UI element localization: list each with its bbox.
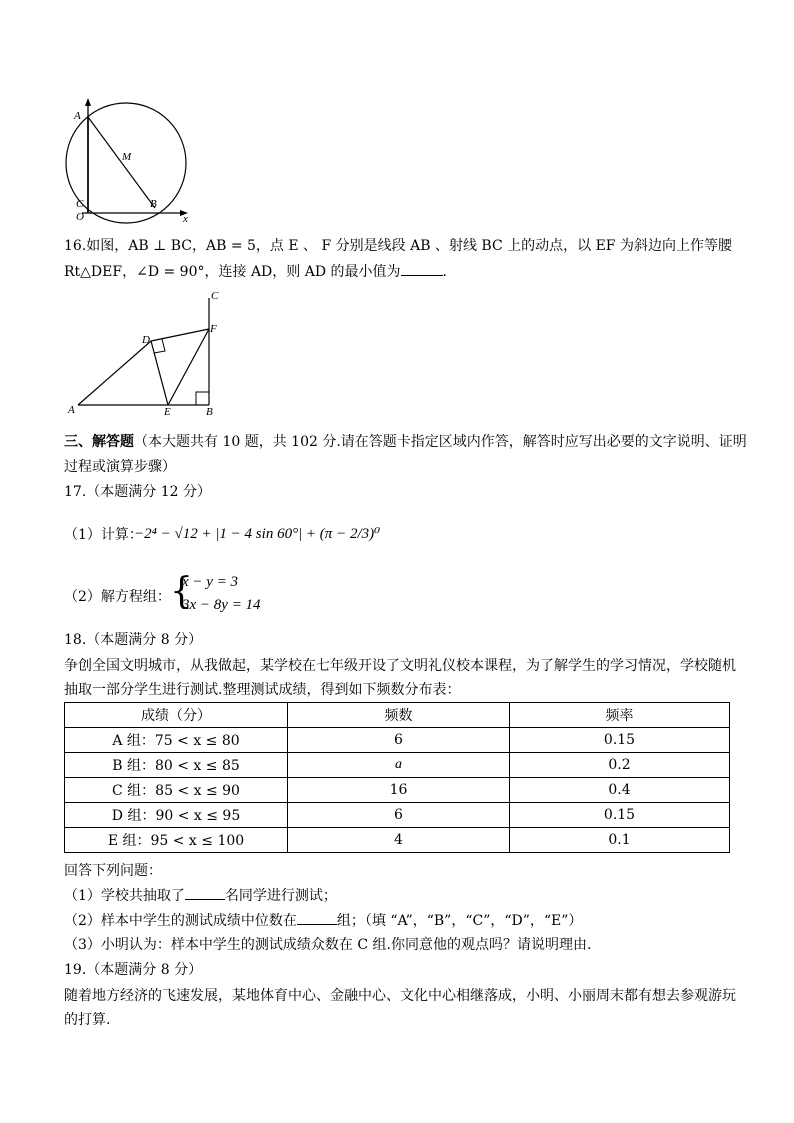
q17-part1-label: （1）计算： [64,527,143,543]
q17-eq1: x − y = 3 [182,574,239,590]
q18-sub2-blank [297,910,337,925]
table-row [65,778,730,803]
label-D: D [142,334,150,346]
label-B: B [150,198,157,210]
label-A: A [74,110,81,122]
table-row [65,828,730,853]
label-A2: A [68,404,75,416]
table-cell: 0.2 [510,753,730,778]
triangle-figure [64,288,224,418]
q18-sub2-end: 组；（填 “A”，“B”，“C”，“D”，“E”） [336,913,583,929]
section3-desc-1: （本大题共有 10 题，共 102 分.请在答题卡指定区域内作答，解答时应写出必要的文字说明、证明 [134,434,747,450]
section3-heading [64,432,747,452]
frequency-table [64,702,730,853]
q19-line2: 的打算. [64,1012,111,1028]
q16-line2 [64,261,447,282]
system-brace: { [170,571,193,612]
table-header: 成绩（分） [65,703,288,728]
label-C: C [76,198,84,210]
label-M: M [122,151,132,163]
table-header: 频数 [288,703,510,728]
q18-sub2 [64,910,582,931]
q18-answer-intro: 回答下列问题： [64,863,162,879]
table-row [65,728,730,753]
table-cell: 0.15 [510,728,730,753]
table-cell: 0.4 [510,778,730,803]
table-cell: A 组：75 < x ≤ 80 [65,728,288,753]
label-E: E [164,406,171,418]
label-C2: C [211,290,219,302]
table-row [65,803,730,828]
q18-header: 18.（本题满分 8 分） [64,632,203,648]
table-cell: B 组：80 < x ≤ 85 [65,753,288,778]
q16-line2-text: Rt△DEF，∠D = 90°，连接 AD，则 AD 的最小值为 [64,264,401,280]
table-cell: 0.1 [510,828,730,853]
label-x: x [183,213,188,224]
label-F: F [210,323,217,335]
table-row [65,753,730,778]
q18-sub1 [64,885,337,906]
table-header: 频率 [510,703,730,728]
table-header-row [65,703,730,728]
table-cell: 4 [288,828,510,853]
q17-eq2: 3x − 8y = 14 [182,597,261,613]
q17-part1-expr: −2⁴ − √12 + |1 − 4 sin 60°| + (π − 2/3)⁰ [134,526,381,542]
q19-header: 19.（本题满分 8 分） [64,962,203,978]
q18-sub1-end: 名同学进行测试； [224,888,337,904]
table-cell: 6 [288,803,510,828]
q16-line2-end: . [442,264,447,280]
q19-line1: 随着地方经济的飞速发展，某地体育中心、金融中心、文化中心相继落成，小明、小丽周末都有想去参观游玩 [64,988,736,1004]
q17-part2 [64,572,364,618]
table-cell: C 组：85 < x ≤ 90 [65,778,288,803]
q18-sub2-text: （2）样本中学生的测试成绩中位数在 [64,913,297,929]
section3-desc-2: 过程或演算步骤） [64,459,176,475]
q17-part2-label: （2）解方程组： [64,589,171,605]
label-O: O [76,211,84,223]
table-cell: E 组：95 < x ≤ 100 [65,828,288,853]
q18-sub1-blank [185,885,225,900]
circle-figure [60,96,200,224]
q17-header: 17.（本题满分 12 分） [64,484,211,500]
q18-para-1: 争创全国文明城市，从我做起，某学校在七年级开设了文明礼仪校本课程，为了解学生的学习情况，学校随机 [64,658,736,674]
q18-sub1-text: （1）学校共抽取了 [64,888,185,904]
table-cell: 16 [288,778,510,803]
label-B2: B [206,406,213,418]
q16-line1: 16.如图，AB ⊥ BC，AB = 5，点 E 、 F 分别是线段 AB 、射线 BC 上的动点，以 EF 为斜边向上作等腰 [64,238,732,254]
table-cell: a [288,753,510,778]
table-cell: D 组：90 < x ≤ 95 [65,803,288,828]
table-cell: 6 [288,728,510,753]
q18-para-2: 抽取一部分学生进行测试.整理测试成绩，得到如下频数分布表： [64,682,461,698]
q16-answer-blank [401,261,443,276]
q18-sub3: （3）小明认为：样本中学生的测试成绩众数在 C 组.你同意他的观点吗？请说明理由. [64,937,592,953]
section3-title: 三、解答题 [64,434,134,450]
table-cell: 0.15 [510,803,730,828]
